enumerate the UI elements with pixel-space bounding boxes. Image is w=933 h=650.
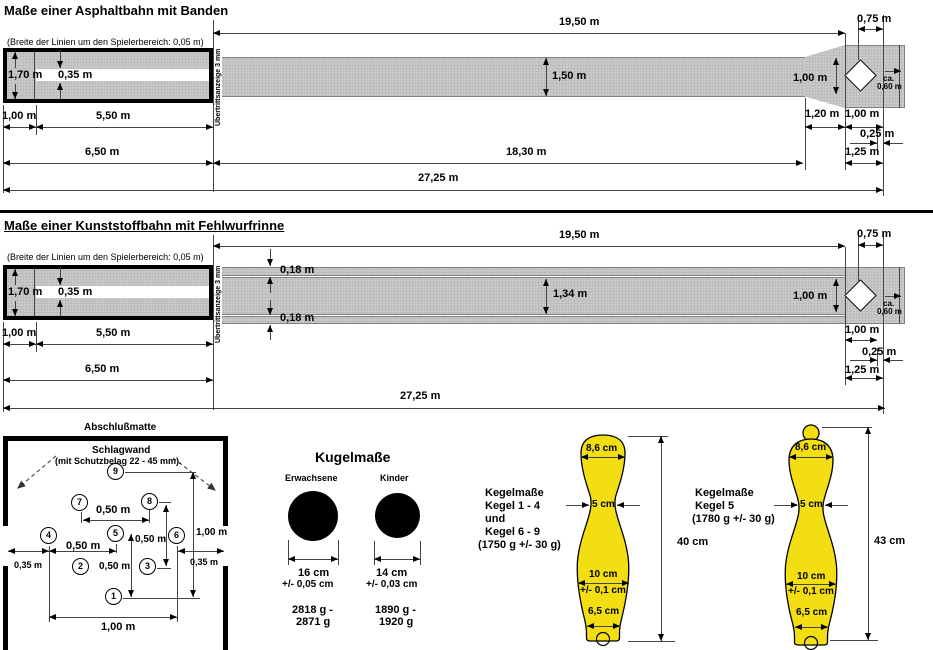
dim-1-00-right-2: 1,00 m xyxy=(845,324,880,336)
dim-arrowhead xyxy=(288,556,295,562)
dim-arrowhead xyxy=(833,279,839,286)
dim-arrowhead xyxy=(83,517,90,523)
dim-line-v xyxy=(883,232,884,414)
dim-arrowhead xyxy=(170,614,177,620)
mat-dim-0-50-51: 0,50 m xyxy=(99,561,131,572)
dim-arrowhead xyxy=(178,548,185,554)
dim-arrowhead xyxy=(29,124,36,130)
dim-18-30-1: 18,30 m xyxy=(506,146,547,158)
dim-arrowhead xyxy=(206,124,213,130)
dim-arrowhead xyxy=(543,58,549,65)
dim-arrowhead xyxy=(876,160,883,166)
dim-arrowhead xyxy=(821,624,828,630)
dim-arrowhead xyxy=(128,590,134,597)
dim-line-h xyxy=(213,246,845,247)
kegelB-label-2: Kegel 5 xyxy=(695,500,735,512)
dim-arrowhead xyxy=(57,278,63,285)
dim-line-v xyxy=(420,541,421,565)
balls-adult-weight-2: 2871 g xyxy=(296,616,331,628)
dim-arrowhead xyxy=(543,279,549,286)
dim-arrowhead xyxy=(883,140,890,146)
dim-arrowhead xyxy=(838,124,845,130)
balls-adult-weight-1: 2818 g - xyxy=(292,604,333,616)
dim-arrowhead xyxy=(587,623,594,629)
dim-arrowhead xyxy=(267,259,273,266)
dim-line-h xyxy=(3,163,213,164)
dim-arrowhead xyxy=(858,242,865,248)
dim-0-35-1: 0,35 m xyxy=(58,69,93,81)
kegelA-neck-dim: 5 cm xyxy=(592,499,615,510)
dim-arrowhead xyxy=(57,61,63,68)
lane-band-2 xyxy=(222,277,845,315)
dim-line-h xyxy=(49,617,177,618)
mat-border-right-upper xyxy=(223,436,228,526)
dim-arrowhead xyxy=(267,308,273,315)
dim-arrowhead xyxy=(3,341,10,347)
dim-arrowhead xyxy=(543,307,549,314)
dim-arrowhead xyxy=(267,325,273,332)
dim-arrowhead xyxy=(894,68,901,74)
dim-line-v xyxy=(338,540,339,565)
dim-line-h xyxy=(3,190,883,191)
dim-6-50-1: 6,50 m xyxy=(85,146,120,158)
mat-dim-0-35-left: 0,35 m xyxy=(14,560,43,570)
overstep-label-2: Übertrittsanzeige 3 mm xyxy=(215,265,222,343)
dim-line-h xyxy=(3,380,213,381)
dim-arrowhead xyxy=(845,124,852,130)
dim-arrowhead xyxy=(42,548,49,554)
pin-5-marker: 5 xyxy=(107,525,124,542)
dim-line-v xyxy=(166,505,167,566)
dim-line-v xyxy=(131,534,132,597)
kegelA-label-3: und xyxy=(485,513,506,525)
dim-line-h xyxy=(157,568,171,569)
section2-note: (Breite der Linien um den Spielerbereich: 0,05 m) xyxy=(7,252,204,262)
dim-line-h xyxy=(3,408,885,409)
dim-arrowhead xyxy=(29,341,36,347)
kegelA-label-2: Kegel 1 - 4 xyxy=(485,500,541,512)
section1-note: (Breite der Linien um den Spielerbereich: 0,05 m) xyxy=(7,37,204,47)
dim-0-25-1: 0,25 m xyxy=(860,128,895,140)
dim-arrowhead xyxy=(206,160,213,166)
dim-arrowhead xyxy=(190,472,196,479)
dim-arrowhead xyxy=(142,517,149,523)
dim-line-v xyxy=(661,436,662,641)
kegelA-label-5: (1750 g +/- 30 g) xyxy=(478,539,561,551)
dim-line-h xyxy=(213,163,803,164)
dim-arrowhead xyxy=(833,58,839,65)
dim-1-34: 1,34 m xyxy=(553,288,588,300)
dim-arrowhead xyxy=(845,337,852,343)
section1-title: Maße einer Asphaltbahn mit Banden xyxy=(4,3,229,18)
dim-arrowhead xyxy=(413,556,420,562)
dim-1-00-square-2: 1,00 m xyxy=(793,290,828,302)
dim-arrowhead xyxy=(12,92,18,99)
overstep-label-1: Übertrittsanzeige 3 mm xyxy=(215,48,222,126)
dim-arrowhead xyxy=(838,30,845,36)
dim-arrowhead xyxy=(3,124,10,130)
dim-arrowhead xyxy=(213,160,220,166)
dim-1-25-2: 1,25 m xyxy=(845,364,880,376)
dim-1-50-1: 1,50 m xyxy=(552,70,587,82)
dim-line-h xyxy=(628,641,675,642)
dim-5-50-1: 5,50 m xyxy=(96,110,131,122)
dim-line-h xyxy=(213,33,845,34)
dim-arrowhead xyxy=(791,502,798,508)
dim-arrowhead xyxy=(213,243,220,249)
dim-line-v xyxy=(213,235,214,410)
pin-4-marker: 4 xyxy=(40,527,57,544)
kegelB-base-dim: 6,5 cm xyxy=(796,607,828,618)
dim-ca-1: ca. xyxy=(883,74,895,83)
dim-arrowhead xyxy=(57,83,63,90)
dim-arrowhead xyxy=(795,624,802,630)
dim-arrowhead xyxy=(865,633,871,640)
balls-child-diameter: 14 cm xyxy=(376,567,408,579)
dim-arrowhead xyxy=(217,548,224,554)
dim-arrowhead xyxy=(876,187,883,193)
dim-19-50-1: 19,50 m xyxy=(559,16,600,28)
dim-6-50-2: 6,50 m xyxy=(85,363,120,375)
dim-arrowhead xyxy=(876,26,883,32)
kegelA-label-1: Kegelmaße xyxy=(485,487,544,499)
dim-arrowhead xyxy=(878,405,885,411)
mat-dim-0-35-right: 0,35 m xyxy=(190,557,219,567)
gutter-top-2 xyxy=(222,267,845,276)
dim-line-v xyxy=(193,472,194,597)
mat-dim-0-50-45: 0,50 m xyxy=(66,540,101,552)
kegelA-head-dim: 8,6 cm xyxy=(586,443,618,454)
balls-adult-label: Erwachsene xyxy=(285,473,338,483)
mat-dim-0-50-83: 0,50 m xyxy=(135,534,167,545)
dim-line-v xyxy=(177,546,178,622)
balls-child-weight-1: 1890 g - xyxy=(375,604,416,616)
dim-27-25-1: 27,25 m xyxy=(418,172,459,184)
balls-adult-tolerance: +/- 0,05 cm xyxy=(282,579,334,590)
dim-27-25-2: 27,25 m xyxy=(400,390,441,402)
section2-title: Maße einer Kunststoffbahn mit Fehlwurfrinne xyxy=(4,218,285,233)
dim-line-v xyxy=(49,546,50,622)
dim-arrowhead xyxy=(618,454,625,460)
kegelB-label-3: (1780 g +/- 30 g) xyxy=(692,513,775,525)
pin-3-marker: 3 xyxy=(139,558,156,575)
dim-0-75-2: 0,75 m xyxy=(857,228,892,240)
dim-1-00-left-1: 1,00 m xyxy=(2,110,37,122)
dim-line-h xyxy=(830,640,878,641)
section-separator xyxy=(0,210,933,213)
balls-child-label: Kinder xyxy=(380,473,409,483)
pin-6-marker: 6 xyxy=(168,527,185,544)
dim-0-60-1: 0,60 m xyxy=(877,82,902,91)
mat-border-right-lower xyxy=(223,566,228,650)
dim-line-h xyxy=(125,472,196,473)
dim-arrowhead xyxy=(845,160,852,166)
dim-1-20-1: 1,20 m xyxy=(805,108,840,120)
dim-arrowhead xyxy=(617,502,624,508)
kegelA-base-dim: 6,5 cm xyxy=(588,606,620,617)
dim-arrowhead xyxy=(3,187,10,193)
dim-1-00-square-1: 1,00 m xyxy=(793,72,828,84)
dim-0-35-2: 0,35 m xyxy=(58,286,93,298)
dim-19-50-2: 19,50 m xyxy=(559,229,600,241)
dim-line-h xyxy=(83,520,149,521)
dim-arrowhead xyxy=(206,377,213,383)
dim-line-h xyxy=(123,598,200,599)
ball-adult xyxy=(288,491,338,541)
pin-1-marker: 1 xyxy=(105,588,122,605)
kegelB-label-1: Kegelmaße xyxy=(695,487,754,499)
mat-border-left-lower xyxy=(3,566,8,650)
dim-line-v xyxy=(116,544,117,553)
dim-arrowhead xyxy=(796,160,803,166)
dim-line-v xyxy=(149,510,150,523)
kegelB-belly-dim: 10 cm xyxy=(797,571,826,582)
dim-arrowhead xyxy=(36,341,43,347)
pin-9-marker: 9 xyxy=(107,463,124,480)
dim-line-v xyxy=(81,512,82,523)
dim-line-v xyxy=(868,427,869,640)
dim-arrowhead xyxy=(789,454,796,460)
dim-arrowhead xyxy=(36,124,43,130)
balls-title: Kugelmaße xyxy=(315,449,391,465)
dim-0-25-2: 0,25 m xyxy=(862,346,897,358)
balls-child-tolerance: +/- 0,03 cm xyxy=(366,579,418,590)
kegelB-neck-dim: 5 cm xyxy=(800,499,823,510)
dim-arrowhead xyxy=(331,556,338,562)
dim-arrowhead xyxy=(833,87,839,94)
dim-1-70-2: 1,70 m xyxy=(8,286,43,298)
dim-arrowhead xyxy=(49,614,56,620)
mat-border-top xyxy=(3,436,228,441)
dim-arrowhead xyxy=(12,309,18,316)
dim-arrowhead xyxy=(109,548,116,554)
dim-1-70-1: 1,70 m xyxy=(8,69,43,81)
dim-arrowhead xyxy=(894,293,901,299)
kegelB-head-dim: 8,6 cm xyxy=(795,442,827,453)
dim-1-00-right-1: 1,00 m xyxy=(845,108,880,120)
pin-8-marker: 8 xyxy=(141,493,158,510)
dim-arrowhead xyxy=(865,427,871,434)
dim-line-h xyxy=(159,502,171,503)
dim-arrowhead xyxy=(267,277,273,284)
dim-arrowhead xyxy=(582,502,589,508)
ball-child xyxy=(375,493,420,538)
kegelA-belly-dim: 10 cm xyxy=(589,569,618,580)
dim-1-25-1: 1,25 m xyxy=(845,146,880,158)
mat-title: Abschlußmatte xyxy=(84,422,157,433)
dim-arrowhead xyxy=(826,454,833,460)
lane-band-1 xyxy=(222,57,805,97)
dim-arrowhead xyxy=(3,405,10,411)
pin-2-marker: 2 xyxy=(72,558,89,575)
dim-arrowhead xyxy=(3,160,10,166)
dim-arrowhead xyxy=(543,89,549,96)
dim-arrowhead xyxy=(613,623,620,629)
kegelB-height-dim: 43 cm xyxy=(874,535,906,547)
dim-arrowhead xyxy=(49,548,56,554)
dim-arrowhead xyxy=(163,559,169,566)
pin-7-marker: 7 xyxy=(71,494,88,511)
dim-arrowhead xyxy=(12,269,18,276)
mat-dim-1-00-horiz: 1,00 m xyxy=(101,621,136,633)
dim-line-v xyxy=(883,15,884,196)
dim-arrowhead xyxy=(838,243,845,249)
dim-arrowhead xyxy=(57,300,63,307)
dim-arrowhead xyxy=(128,534,134,541)
balls-adult-diameter: 16 cm xyxy=(298,567,330,579)
kegelA-belly-tol: +/- 0,1 cm xyxy=(580,585,626,596)
dim-0-18-top: 0,18 m xyxy=(280,264,315,276)
dim-0-60-2: 0,60 m xyxy=(877,307,902,316)
dim-arrowhead xyxy=(374,556,381,562)
dim-arrowhead xyxy=(8,548,15,554)
dim-1-00-left-2: 1,00 m xyxy=(2,327,37,339)
dim-arrowhead xyxy=(858,26,865,32)
mat-wall-label: Schlagwand xyxy=(92,445,151,456)
dim-arrowhead xyxy=(206,341,213,347)
dim-arrowhead xyxy=(163,505,169,512)
dim-arrowhead xyxy=(876,242,883,248)
dim-0-75-1: 0,75 m xyxy=(857,13,892,25)
balls-child-weight-2: 1920 g xyxy=(379,616,414,628)
dim-ca-2: ca. xyxy=(883,299,895,308)
dim-0-18-bottom: 0,18 m xyxy=(280,312,315,324)
mat-dim-0-50-78: 0,50 m xyxy=(96,504,131,516)
dim-arrowhead xyxy=(870,337,877,343)
dim-line-v xyxy=(899,45,900,108)
dim-line-h xyxy=(36,127,213,128)
dim-arrowhead xyxy=(825,502,832,508)
kegelB-belly-tol: +/- 0,1 cm xyxy=(788,586,834,597)
mat-dim-1-00-vert: 1,00 m xyxy=(196,527,228,538)
dim-arrowhead xyxy=(658,634,664,641)
mat-wall-note: (mit Schutzbelag 22 - 45 mm). xyxy=(55,456,182,466)
dim-arrowhead xyxy=(833,305,839,312)
gutter-bottom-2 xyxy=(222,316,845,324)
kegelA-label-4: Kegel 6 - 9 xyxy=(485,526,541,538)
dim-arrowhead xyxy=(581,454,588,460)
dim-arrowhead xyxy=(213,30,220,36)
dim-arrowhead xyxy=(12,52,18,59)
dim-arrowhead xyxy=(658,436,664,443)
dim-arrowhead xyxy=(190,590,196,597)
dim-arrowhead xyxy=(805,124,812,130)
dim-line-h xyxy=(36,344,213,345)
dim-5-50-2: 5,50 m xyxy=(96,327,131,339)
kegelA-height-dim: 40 cm xyxy=(677,536,709,548)
dim-arrowhead xyxy=(3,377,10,383)
dim-line-v xyxy=(213,20,214,192)
